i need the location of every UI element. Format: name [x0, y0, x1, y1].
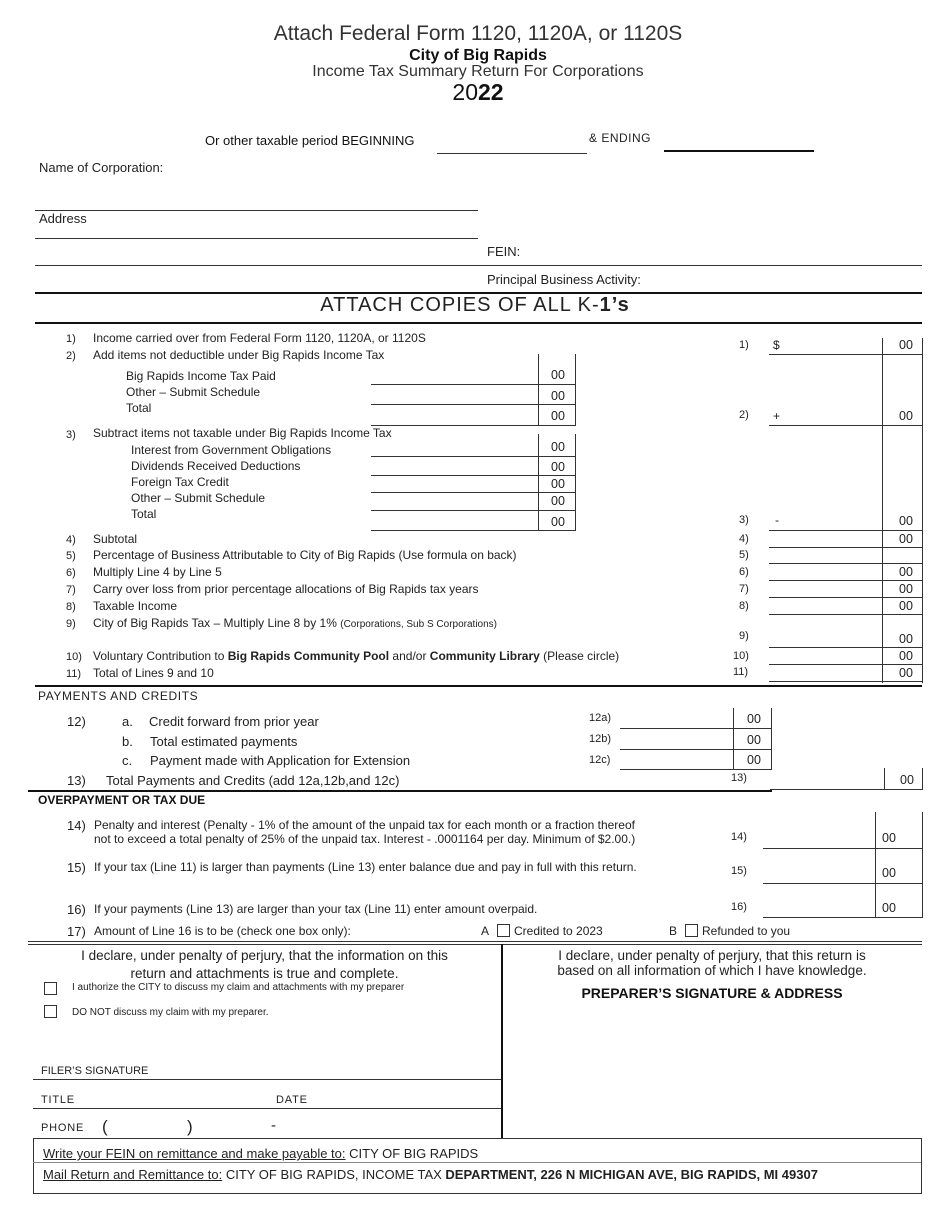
line-12c-cents: 00 [747, 753, 761, 767]
line-3-interest-cents: 00 [551, 440, 565, 454]
principal-business-activity-label: Principal Business Activity: [487, 272, 641, 287]
line-16-text: If your payments (Line 13) are larger than your tax (Line 11) enter amount overpaid. [94, 902, 538, 916]
line-1-number: 1) [66, 333, 76, 345]
line-3-total-field[interactable] [371, 530, 575, 531]
line-12c-ref: 12c) [589, 754, 611, 766]
line-11-text: Total of Lines 9 and 10 [93, 666, 214, 680]
line-14-field[interactable] [763, 848, 922, 849]
attach-k1-banner-text: ATTACH COPIES OF ALL K- [320, 294, 600, 316]
line-10-text [93, 649, 619, 663]
corporation-name-label: Name of Corporation: [39, 160, 164, 175]
line-8-amount-field[interactable] [769, 614, 922, 615]
line-3-other-cents: 00 [551, 494, 565, 508]
line-17-number: 17) [67, 924, 86, 939]
line-3-text: Subtract items not taxable under Big Rapids Income Tax [93, 426, 392, 440]
attach-k1-banner-bold: 1’s [599, 294, 630, 316]
sub-box-left-line2 [538, 354, 539, 426]
period-ending-field[interactable] [664, 150, 814, 152]
line-12a-cents: 00 [747, 712, 761, 726]
period-beginning-label: Or other taxable period BEGINNING [205, 133, 415, 148]
do-not-discuss-text: DO NOT discuss my claim with my preparer. [72, 1007, 269, 1018]
attach-federal-form-line: Attach Federal Form 1120, 1120A, or 1120S [273, 22, 683, 45]
line-16-number: 16) [67, 902, 86, 917]
line-12c-letter: c. [122, 753, 133, 768]
line-17-text: Amount of Line 16 is to be (check one box only): [94, 924, 351, 938]
line-2-amount-field[interactable] [769, 425, 922, 426]
line-12c-text: Payment made with Application for Extension [150, 753, 411, 768]
line-9-note: (Corporations, Sub S Corporations) [340, 619, 497, 630]
remittance-divider [33, 1162, 921, 1163]
form-title: Income Tax Summary Return For Corporations [312, 63, 644, 80]
line-11-ref: 11) [733, 666, 749, 678]
line-7-ref: 7) [739, 583, 749, 595]
line-11-amount-field[interactable] [769, 681, 922, 682]
line-9-ref: 9) [739, 630, 749, 642]
preparer-signature-label: PREPARER’S SIGNATURE & ADDRESS [581, 985, 843, 1001]
line-2-tax-paid-cents: 00 [551, 368, 565, 382]
date-label: DATE [276, 1094, 308, 1106]
line-12a-ref: 12a) [589, 712, 612, 724]
sub-box-left-line3 [538, 434, 539, 531]
mail-return-dept: , INCOME TAX [354, 1167, 446, 1182]
line-9-cents: 00 [899, 632, 913, 646]
declaration-rule-bottom [28, 944, 922, 945]
line-13-cents: 00 [900, 773, 914, 787]
line-12a-letter: a. [122, 714, 133, 729]
line-10-text-b: and/or [389, 649, 430, 663]
line-6-number: 6) [66, 567, 76, 579]
line-7-cents: 00 [899, 582, 913, 596]
line-3-item-dividends: Dividends Received Deductions [131, 459, 301, 473]
payments-right-edge [771, 708, 772, 770]
line-2-other-cents: 00 [551, 389, 565, 403]
line-2-total-cents: 00 [551, 409, 565, 423]
line-2-other-field[interactable] [371, 404, 575, 405]
line-8-number: 8) [66, 601, 76, 613]
fein-label: FEIN: [487, 244, 521, 259]
line-2-item-other: Other – Submit Schedule [126, 385, 261, 399]
line-7-amount-field[interactable] [769, 597, 922, 598]
address-label: Address [39, 211, 87, 226]
line-4-text: Subtotal [93, 532, 138, 546]
line-7-number: 7) [66, 584, 76, 596]
line-12c-field[interactable] [620, 769, 771, 770]
declaration-left-line-1: I declare, under penalty of perjury, that the information on this [81, 948, 448, 963]
line-4-amount-field[interactable] [769, 547, 922, 548]
tax-year-prefix: 20 [452, 79, 478, 105]
line-5-ref: 5) [739, 549, 749, 561]
line-1-text: Income carried over from Federal Form 1120, 1120A, or 1120S [93, 331, 426, 345]
line-3-other-field[interactable] [371, 510, 575, 511]
line-2-total-field[interactable] [371, 425, 575, 426]
line-12b-ref: 12b) [589, 733, 612, 745]
line-15-field[interactable] [763, 883, 922, 884]
line-16-cents: 00 [882, 901, 896, 915]
line-5-number: 5) [66, 550, 76, 562]
line-10-number: 10) [66, 651, 82, 663]
fein-remittance-payee: CITY OF BIG RAPIDS [345, 1146, 479, 1161]
line-1-dollar-sign: $ [773, 338, 780, 352]
line-14-text-1: Penalty and interest (Penalty - 1% of the amount of the unpaid tax for each month or a fraction thereof [94, 818, 635, 832]
line-14-ref: 14) [731, 831, 747, 843]
line-3-item-interest: Interest from Government Obligations [131, 443, 332, 457]
line-5-text: Percentage of Business Attributable to City of Big Rapids (Use formula on back) [93, 548, 517, 562]
filer-signature-label: FILER’S SIGNATURE [41, 1065, 149, 1077]
line-3-dividends-field[interactable] [371, 475, 575, 476]
section-rule-payments [35, 685, 922, 687]
address-field[interactable] [35, 238, 478, 239]
overpayment-right-edge [922, 812, 923, 918]
line-2-item-total: Total [126, 401, 152, 415]
line-4-ref: 4) [739, 533, 749, 545]
line-13-number: 13) [67, 773, 86, 788]
option-b-text: Refunded to you [702, 924, 791, 938]
line-3-total-cents: 00 [551, 515, 565, 529]
line-2-number: 2) [66, 350, 76, 362]
do-not-discuss-checkbox[interactable] [44, 1005, 57, 1018]
line-13-text: Total Payments and Credits (add 12a,12b,and 12c) [106, 773, 400, 788]
line-2-ref: 2) [739, 409, 749, 421]
line-6-text: Multiply Line 4 by Line 5 [93, 565, 222, 579]
line-16-ref: 16) [731, 901, 747, 913]
line-3-amount-field[interactable] [769, 530, 922, 531]
line-1-ref: 1) [739, 339, 749, 351]
line-10-community-library[interactable]: Community Library [429, 649, 540, 663]
line-9-text [93, 616, 497, 630]
line-10-text-c: (Please circle) [539, 649, 620, 663]
line-9-amount-field[interactable] [769, 647, 922, 648]
overpayment-cents-divider [875, 812, 876, 918]
line-10-community-pool[interactable]: Big Rapids Community Pool [227, 649, 390, 663]
line-4-number: 4) [66, 534, 76, 546]
line-13-field[interactable] [770, 789, 922, 790]
line-5-amount-field[interactable] [769, 563, 922, 564]
line-9-text-main: City of Big Rapids Tax – Multiply Line 8 by 1% [93, 616, 337, 630]
line-15-number: 15) [67, 860, 86, 875]
line-10-text-a: Voluntary Contribution to [93, 649, 228, 663]
phone-open-paren: ( [102, 1117, 108, 1136]
fein-remittance-prefix: Write your FEIN on remittance and make payable to: [43, 1146, 346, 1161]
line-10-cents: 00 [899, 649, 913, 663]
line-12b-text: Total estimated payments [150, 734, 298, 749]
line-3-foreign-tax-cents: 00 [551, 477, 565, 491]
mail-return-city: CITY OF BIG RAPIDS [222, 1167, 355, 1182]
mail-return-line [43, 1167, 818, 1182]
line-3-item-total: Total [131, 507, 157, 521]
section-rule-overpayment [28, 790, 772, 792]
line-12b-letter: b. [122, 734, 133, 749]
line-2-text: Add items not deductible under Big Rapids Income Tax [93, 348, 385, 362]
line-11-cents: 00 [899, 666, 913, 680]
title-label: TITLE [41, 1094, 75, 1106]
line-12-number: 12) [67, 714, 86, 729]
line-2-item-tax-paid: Big Rapids Income Tax Paid [126, 369, 276, 383]
corporation-name-field[interactable] [35, 210, 478, 211]
line-16-field[interactable] [763, 917, 922, 918]
line-8-text: Taxable Income [93, 599, 178, 613]
option-a-letter: A [481, 924, 490, 938]
line-6-amount-field[interactable] [769, 580, 922, 581]
authorize-preparer-text: I authorize the CITY to discuss my claim and attachments with my preparer [72, 982, 405, 993]
phone-label: PHONE [41, 1122, 85, 1134]
period-ending-label: & ENDING [589, 131, 652, 145]
credited-checkbox[interactable] [497, 924, 510, 937]
line-14-number: 14) [67, 818, 86, 833]
line-2-cents: 00 [899, 409, 913, 423]
line-15-cents: 00 [882, 866, 896, 880]
tax-year-suffix: 22 [478, 79, 504, 105]
line-13-ref: 13) [731, 772, 747, 784]
line-3-foreign-tax-field[interactable] [371, 492, 575, 493]
line-12a-field[interactable] [620, 728, 771, 729]
line-3-cents: 00 [899, 514, 913, 528]
declaration-rule-top [28, 941, 922, 942]
line-2-plus-sign: + [773, 409, 781, 423]
line-4-cents: 00 [899, 532, 913, 546]
line-2-tax-paid-field[interactable] [371, 384, 575, 385]
filer-signature-field[interactable] [33, 1079, 501, 1080]
line-3-minus-sign: - [775, 513, 779, 527]
line-14-text-2: not to exceed a total penalty of 25% of the unpaid tax. Interest - .0001164 per day. Minimum of $2.00.) [94, 832, 636, 846]
mail-return-address: DEPARTMENT, 226 N MICHIGAN AVE, BIG RAPIDS, MI 49307 [445, 1167, 818, 1182]
declaration-right-line-2: based on all information of which I have knowledge. [557, 963, 867, 978]
payments-heading: PAYMENTS AND CREDITS [38, 689, 199, 703]
line-6-ref: 6) [739, 566, 749, 578]
line-1-amount-field[interactable] [769, 354, 922, 355]
overpayment-heading: OVERPAYMENT OR TAX DUE [38, 793, 206, 807]
line-10-amount-field[interactable] [769, 664, 922, 665]
mail-return-prefix: Mail Return and Remittance to: [43, 1167, 223, 1182]
phone-close-paren: ) [187, 1117, 193, 1136]
phone-dash: - [271, 1117, 276, 1134]
declaration-right-line-1: I declare, under penalty of perjury, that this return is [558, 948, 866, 963]
sub-box-right-line3 [575, 434, 576, 531]
identity-divider [35, 265, 922, 266]
line-9-number: 9) [66, 618, 76, 630]
attach-k1-banner [0, 294, 950, 317]
amount-column-cents-divider [882, 338, 883, 683]
city-name: City of Big Rapids [409, 47, 547, 64]
line-10-ref: 10) [733, 650, 749, 662]
line-15-ref: 15) [731, 865, 747, 877]
line-7-text: Carry over loss from prior percentage allocations of Big Rapids tax years [93, 582, 479, 596]
option-b-letter: B [669, 924, 678, 938]
line-14-cents: 00 [882, 831, 896, 845]
line-8-cents: 00 [899, 599, 913, 613]
line-11-number: 11) [66, 668, 82, 680]
line-3-interest-field[interactable] [371, 456, 575, 457]
title-date-field[interactable] [33, 1108, 501, 1109]
line-3-item-other: Other – Submit Schedule [131, 491, 266, 505]
line-1-cents: 00 [899, 338, 913, 352]
line-6-cents: 00 [899, 565, 913, 579]
line-12a-text: Credit forward from prior year [149, 714, 319, 729]
fein-remittance-line [43, 1146, 478, 1161]
line-3-item-foreign-tax: Foreign Tax Credit [131, 475, 229, 489]
authorize-preparer-checkbox[interactable] [44, 982, 57, 995]
line-8-ref: 8) [739, 600, 749, 612]
period-beginning-field[interactable] [437, 153, 587, 154]
tax-year [0, 79, 950, 106]
sub-box-right-line2 [575, 354, 576, 426]
line-12b-cents: 00 [747, 733, 761, 747]
payments-cents-divider [733, 708, 734, 770]
line-15-text: If your tax (Line 11) is larger than payments (Line 13) enter balance due and pay in full with this return. [94, 860, 637, 874]
line-13-cents-divider [884, 768, 885, 790]
option-a-text: Credited to 2023 [514, 924, 603, 938]
amount-column-right-edge [922, 338, 923, 683]
refunded-checkbox[interactable] [685, 924, 698, 937]
line-13-right-edge [922, 768, 923, 790]
declaration-left-line-2: return and attachments is true and complete. [130, 966, 399, 981]
line-3-number: 3) [66, 429, 76, 441]
banner-bottom-rule [35, 322, 922, 324]
line-3-ref: 3) [739, 514, 749, 526]
line-3-dividends-cents: 00 [551, 460, 565, 474]
line-12b-field[interactable] [620, 749, 771, 750]
